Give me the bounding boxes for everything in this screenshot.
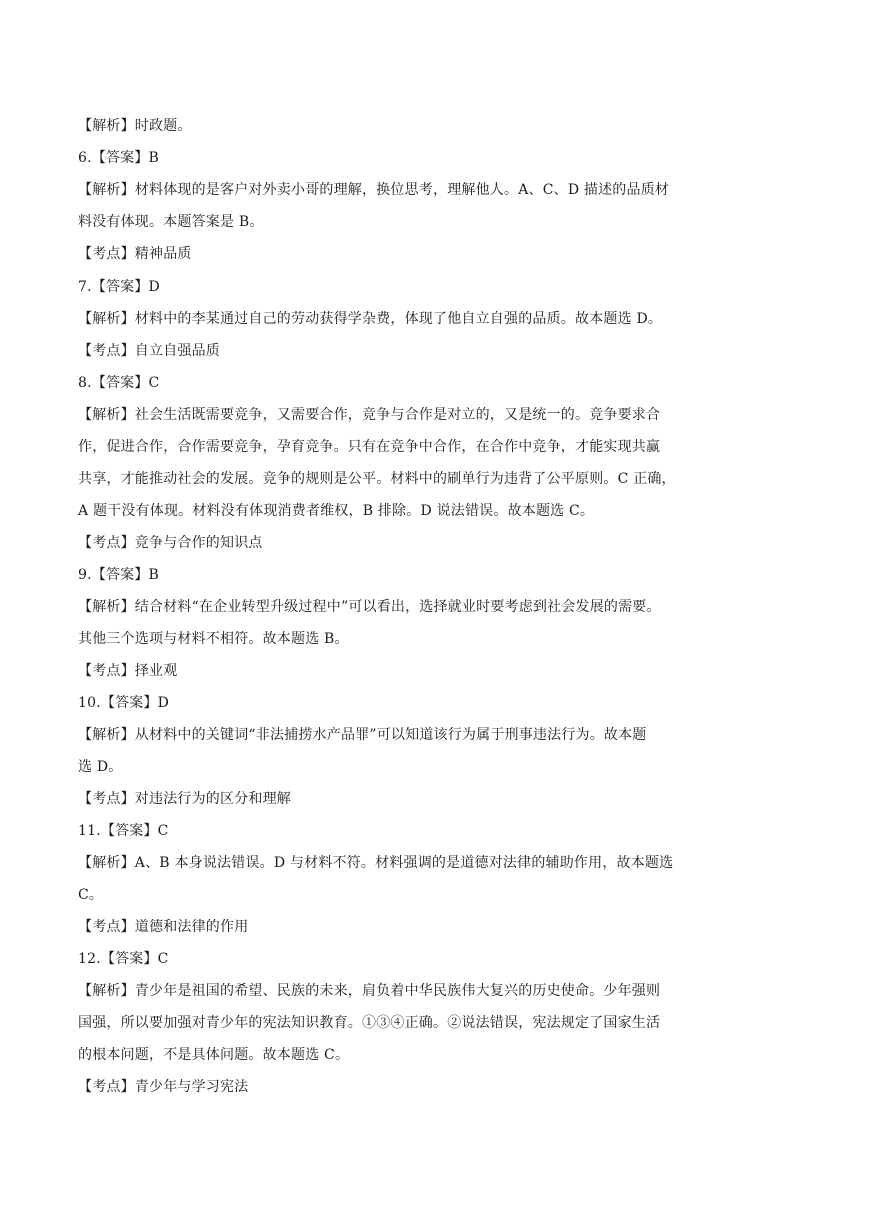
text-line: 【考点】择业观 <box>78 663 178 679</box>
text-line: 国强，所以要加强对青少年的宪法知识教育。①③④正确。②说法错误，宪法规定了国家生活 <box>78 1015 661 1031</box>
answer-line: 9.【答案】B <box>78 567 160 583</box>
text-line: 【解析】时政题。 <box>78 118 192 134</box>
text-line: 共享，才能推动社会的发展。竞争的规则是公平。材料中的刷单行为违背了公平原则。C 正确， <box>78 471 676 487</box>
text-line: C。 <box>78 887 104 903</box>
text-line: 【解析】社会生活既需要竞争，又需要合作，竞争与合作是对立的，又是统一的。竞争要求合 <box>78 407 661 423</box>
text-line: 【解析】青少年是祖国的希望、民族的未来，肩负着中华民族伟大复兴的历史使命。少年强则 <box>78 983 661 999</box>
answer-line: 8.【答案】C <box>78 375 160 391</box>
text-line: 【解析】A、B 本身说法错误。D 与材料不符。材料强调的是道德对法律的辅助作用，故本题选 <box>78 855 674 871</box>
text-line: A 题干没有体现。材料没有体现消费者维权，B 排除。D 说法错误。故本题选 C。 <box>78 503 595 519</box>
answer-line: 10.【答案】D <box>78 695 170 711</box>
answer-line: 12.【答案】C <box>78 951 169 967</box>
answer-line: 7.【答案】D <box>78 279 160 295</box>
text-line: 【考点】竞争与合作的知识点 <box>78 535 263 551</box>
text-line: 【考点】道德和法律的作用 <box>78 919 249 935</box>
text-line: 【解析】材料中的李某通过自己的劳动获得学杂费，体现了他自立自强的品质。故本题选 D。 <box>78 311 663 327</box>
text-line: 的根本问题，不是具体问题。故本题选 C。 <box>78 1047 350 1063</box>
text-line: 【考点】青少年与学习宪法 <box>78 1079 249 1095</box>
text-line: 【解析】材料体现的是客户对外卖小哥的理解，换位思考，理解他人。A、C、D 描述的品质材 <box>78 182 670 198</box>
text-line: 选 D。 <box>78 759 123 775</box>
text-line: 作，促进合作，合作需要竞争，孕育竞争。只有在竞争中合作，在合作中竞争，才能实现共赢 <box>78 439 661 455</box>
text-line: 【考点】对违法行为的区分和理解 <box>78 791 291 807</box>
text-line: 料没有体现。本题答案是 B。 <box>78 214 264 230</box>
text-line: 【考点】精神品质 <box>78 246 192 262</box>
text-line: 【解析】结合材料“在企业转型升级过程中”可以看出，选择就业时要考虑到社会发展的需要。 <box>78 599 661 615</box>
text-line: 【考点】自立自强品质 <box>78 343 220 359</box>
text-line: 其他三个选项与材料不相符。故本题选 B。 <box>78 631 349 647</box>
text-line: 【解析】从材料中的关键词“非法捕捞水产品罪”可以知道该行为属于刑事违法行为。故本题 <box>78 727 647 743</box>
answer-line: 11.【答案】C <box>78 823 169 839</box>
answer-line: 6.【答案】B <box>78 150 160 166</box>
